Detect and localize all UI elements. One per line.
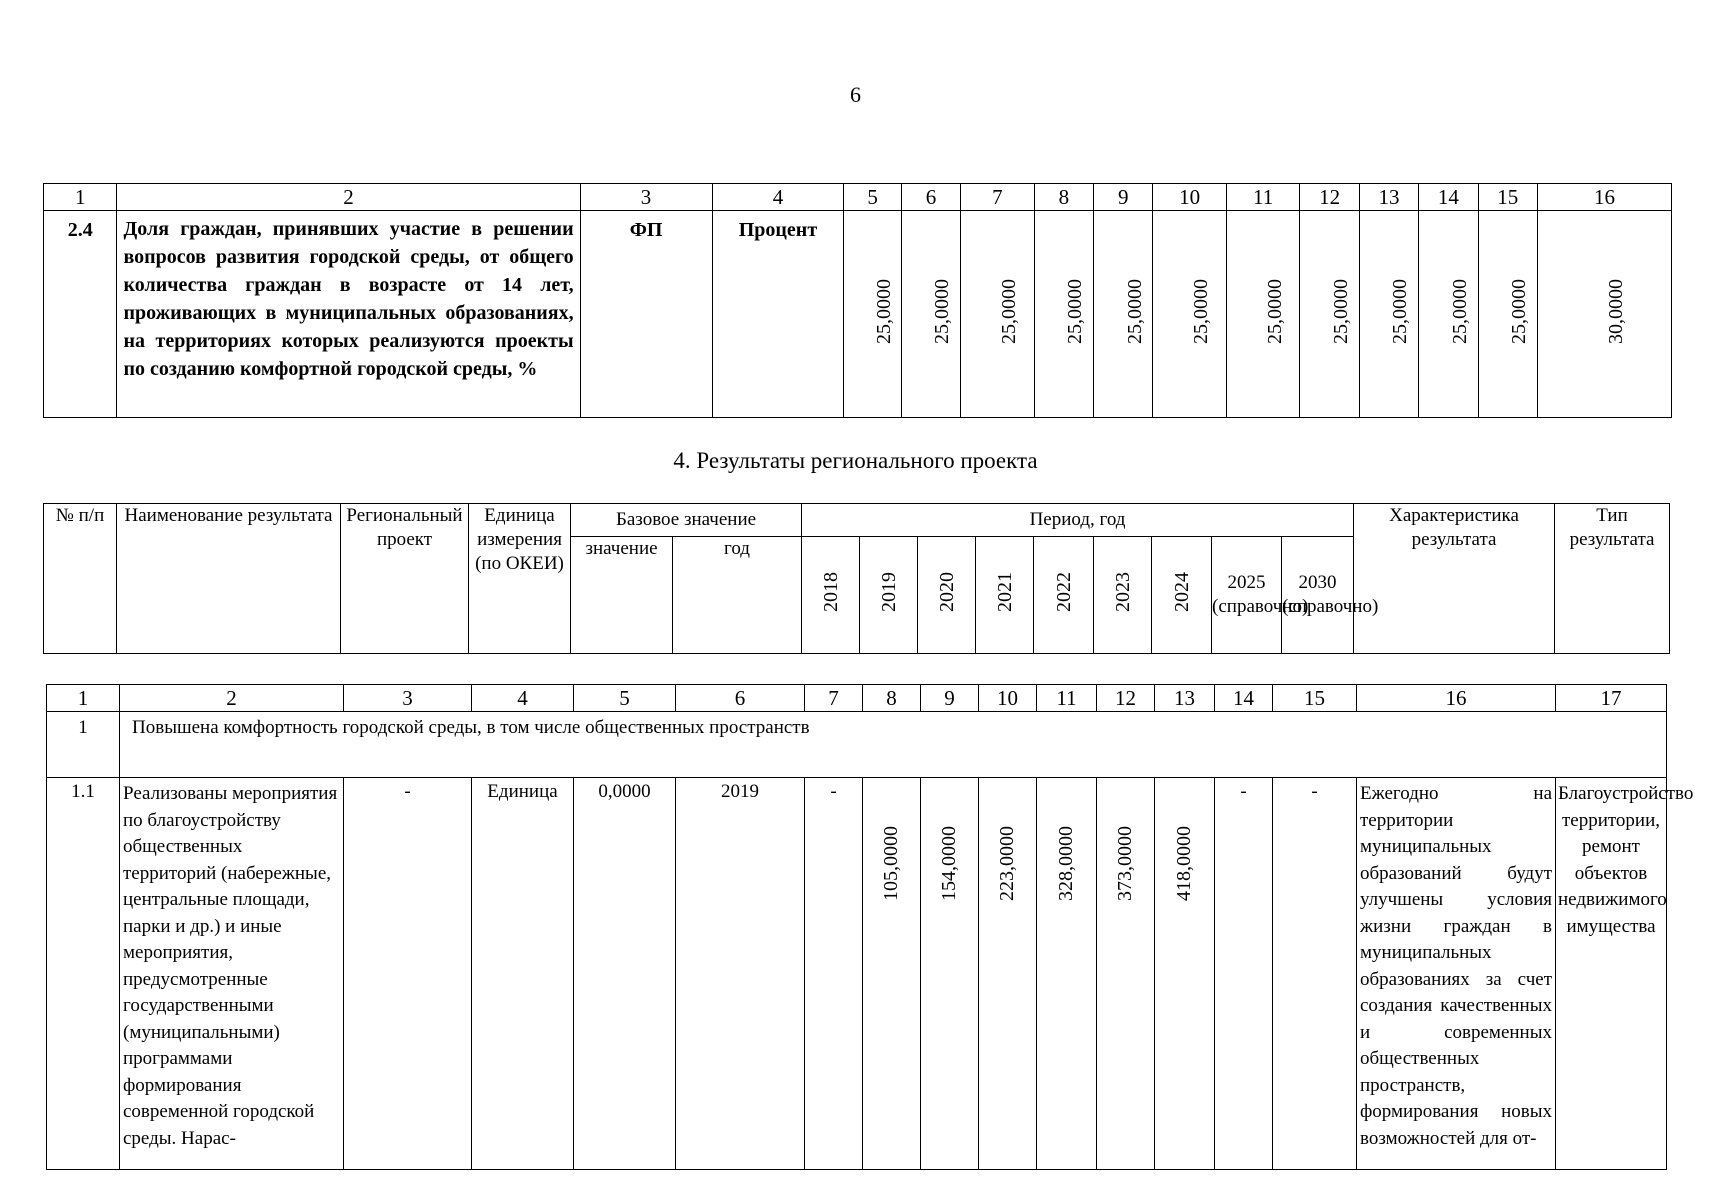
value: 105,0000 [880, 826, 902, 901]
value: 418,0000 [1173, 826, 1195, 901]
result-2025: - [1215, 778, 1273, 1170]
column-number: 16 [1357, 685, 1556, 712]
year-cell [1034, 537, 1094, 654]
value-cell [1155, 778, 1215, 1170]
value-cell [1034, 211, 1093, 418]
column-number: 12 [1300, 184, 1359, 211]
value: 25,0000 [997, 279, 1020, 344]
header-name: Наименование результата [117, 504, 341, 654]
column-number: 6 [676, 685, 805, 712]
column-number: 6 [901, 184, 960, 211]
result-2030: - [1273, 778, 1357, 1170]
column-number: 10 [1153, 184, 1226, 211]
value: 373,0000 [1114, 826, 1136, 901]
value-cell [1037, 778, 1097, 1170]
value: 25,0000 [1263, 279, 1286, 344]
column-number: 1 [44, 184, 117, 211]
indicator-name: Доля граждан, принявших участие в решении вопросов развития городской среды, от общего количества граждан в возрасте от 14 лет, проживающих в муниципальных образованиях, на территориях которых реализуются проекты по созданию комфортной городской среды, % [117, 211, 580, 418]
value: 154,0000 [938, 826, 960, 901]
column-number: 9 [1094, 184, 1153, 211]
value-cell [844, 211, 901, 418]
column-number: 10 [979, 685, 1037, 712]
value-cell [1226, 211, 1299, 418]
page-number: 6 [850, 82, 861, 107]
column-number: 15 [1273, 685, 1357, 712]
value: 25,0000 [1190, 279, 1213, 344]
value: 25,0000 [1123, 279, 1146, 344]
year-label: 2021 [993, 571, 1016, 612]
column-number: 2 [117, 184, 580, 211]
row-number: 2.4 [44, 211, 117, 418]
value: 25,0000 [873, 279, 896, 344]
year-cell [918, 537, 976, 654]
value-cell [1478, 211, 1537, 418]
value-cell [1097, 778, 1155, 1170]
value-cell [1153, 211, 1226, 418]
column-number: 8 [1034, 184, 1093, 211]
header-year-2030: 2030 (справочно) [1282, 537, 1354, 654]
year-label: 2019 [877, 571, 900, 612]
year-label: 2024 [1170, 571, 1193, 612]
column-number: 13 [1155, 685, 1215, 712]
value: 25,0000 [1330, 279, 1353, 344]
header-base-value: значение [571, 537, 673, 654]
column-number: 9 [921, 685, 979, 712]
value-cell [901, 211, 960, 418]
section-heading: Повышена комфортность городской среды, в том числе общественных пространств [120, 712, 1667, 778]
section-row [47, 712, 1667, 778]
column-number: 7 [805, 685, 863, 712]
header-unit: Единица измерения (по ОКЕИ) [469, 504, 571, 654]
section-title: 4. Результаты регионального проекта [673, 448, 1038, 473]
indicator-level: ФП [580, 211, 712, 418]
column-number: 2 [120, 685, 344, 712]
column-number: 16 [1537, 184, 1671, 211]
value-cell [921, 778, 979, 1170]
value-cell [1537, 211, 1671, 418]
value: 328,0000 [1055, 826, 1077, 901]
value-cell [1419, 211, 1478, 418]
column-number: 12 [1097, 685, 1155, 712]
year-cell [802, 537, 860, 654]
column-number: 8 [863, 685, 921, 712]
header-base: Базовое значение [571, 504, 802, 537]
column-number: 5 [574, 685, 676, 712]
results-table [46, 684, 1694, 1170]
results-header-table [43, 503, 1670, 654]
result-base-year: 2019 [676, 778, 805, 1170]
section-number: 1 [47, 712, 120, 778]
result-row [47, 778, 1667, 1170]
header-base-year: год [673, 537, 802, 654]
value-cell [1094, 211, 1153, 418]
value: 30,0000 [1604, 279, 1627, 344]
column-number: 3 [580, 184, 712, 211]
value: 223,0000 [996, 826, 1018, 901]
year-label: 2022 [1052, 571, 1075, 612]
year-cell [1152, 537, 1212, 654]
header-characteristic: Характеристика результата [1354, 504, 1555, 654]
value-cell [961, 211, 1034, 418]
column-number: 7 [961, 184, 1034, 211]
column-number: 3 [344, 685, 472, 712]
column-number: 1 [47, 685, 120, 712]
column-number: 11 [1226, 184, 1299, 211]
header-period: Период, год [802, 504, 1354, 537]
result-2018: - [805, 778, 863, 1170]
result-characteristic: Ежегодно на территории муниципальных образований будут улучшены условия жизни граждан в муниципальных образованиях за счет создания качественных и современных общественных пространств, формирования новых возможностей для от- [1357, 778, 1556, 1170]
year-cell [860, 537, 918, 654]
value-cell [1300, 211, 1359, 418]
value: 25,0000 [1389, 279, 1412, 344]
result-name: Реализованы мероприятия по благоустройству общественных территорий (набережные, центральные площади, парки и др.) и иные мероприятия, предусмотренные государственными (муниципальными) программами формирования современной городской среды. Нарас- [120, 778, 344, 1170]
year-label: 2018 [819, 571, 842, 612]
column-number: 17 [1556, 685, 1667, 712]
year-label: 2023 [1111, 571, 1134, 612]
column-number: 15 [1478, 184, 1537, 211]
value: 25,0000 [1508, 279, 1531, 344]
column-number: 11 [1037, 685, 1097, 712]
indicator-unit: Процент [712, 211, 844, 418]
indicator-row [44, 211, 1672, 418]
value-cell [863, 778, 921, 1170]
indicator-table [43, 183, 1672, 418]
value-cell [979, 778, 1037, 1170]
column-number: 5 [844, 184, 901, 211]
result-project: - [344, 778, 472, 1170]
header-project: Региональный проект [341, 504, 469, 654]
header-type: Тип результата [1555, 504, 1670, 654]
column-number: 4 [472, 685, 574, 712]
column-number: 4 [712, 184, 844, 211]
year-label: 2020 [935, 571, 958, 612]
header-num: № п/п [44, 504, 117, 654]
value: 25,0000 [931, 279, 954, 344]
column-number: 14 [1419, 184, 1478, 211]
value-cell [1359, 211, 1418, 418]
year-cell [976, 537, 1034, 654]
value: 25,0000 [1448, 279, 1471, 344]
value: 25,0000 [1064, 279, 1087, 344]
result-unit: Единица [472, 778, 574, 1170]
year-cell [1094, 537, 1152, 654]
column-number-row [44, 184, 1672, 211]
result-base-value: 0,0000 [574, 778, 676, 1170]
column-number-row [47, 685, 1667, 712]
result-type: Благоустройство территории, ремонт объектов недвижимого имущества [1556, 778, 1667, 1170]
column-number: 13 [1359, 184, 1418, 211]
result-number: 1.1 [47, 778, 120, 1170]
column-number: 14 [1215, 685, 1273, 712]
header-year-2025: 2025 (справочно) [1212, 537, 1282, 654]
